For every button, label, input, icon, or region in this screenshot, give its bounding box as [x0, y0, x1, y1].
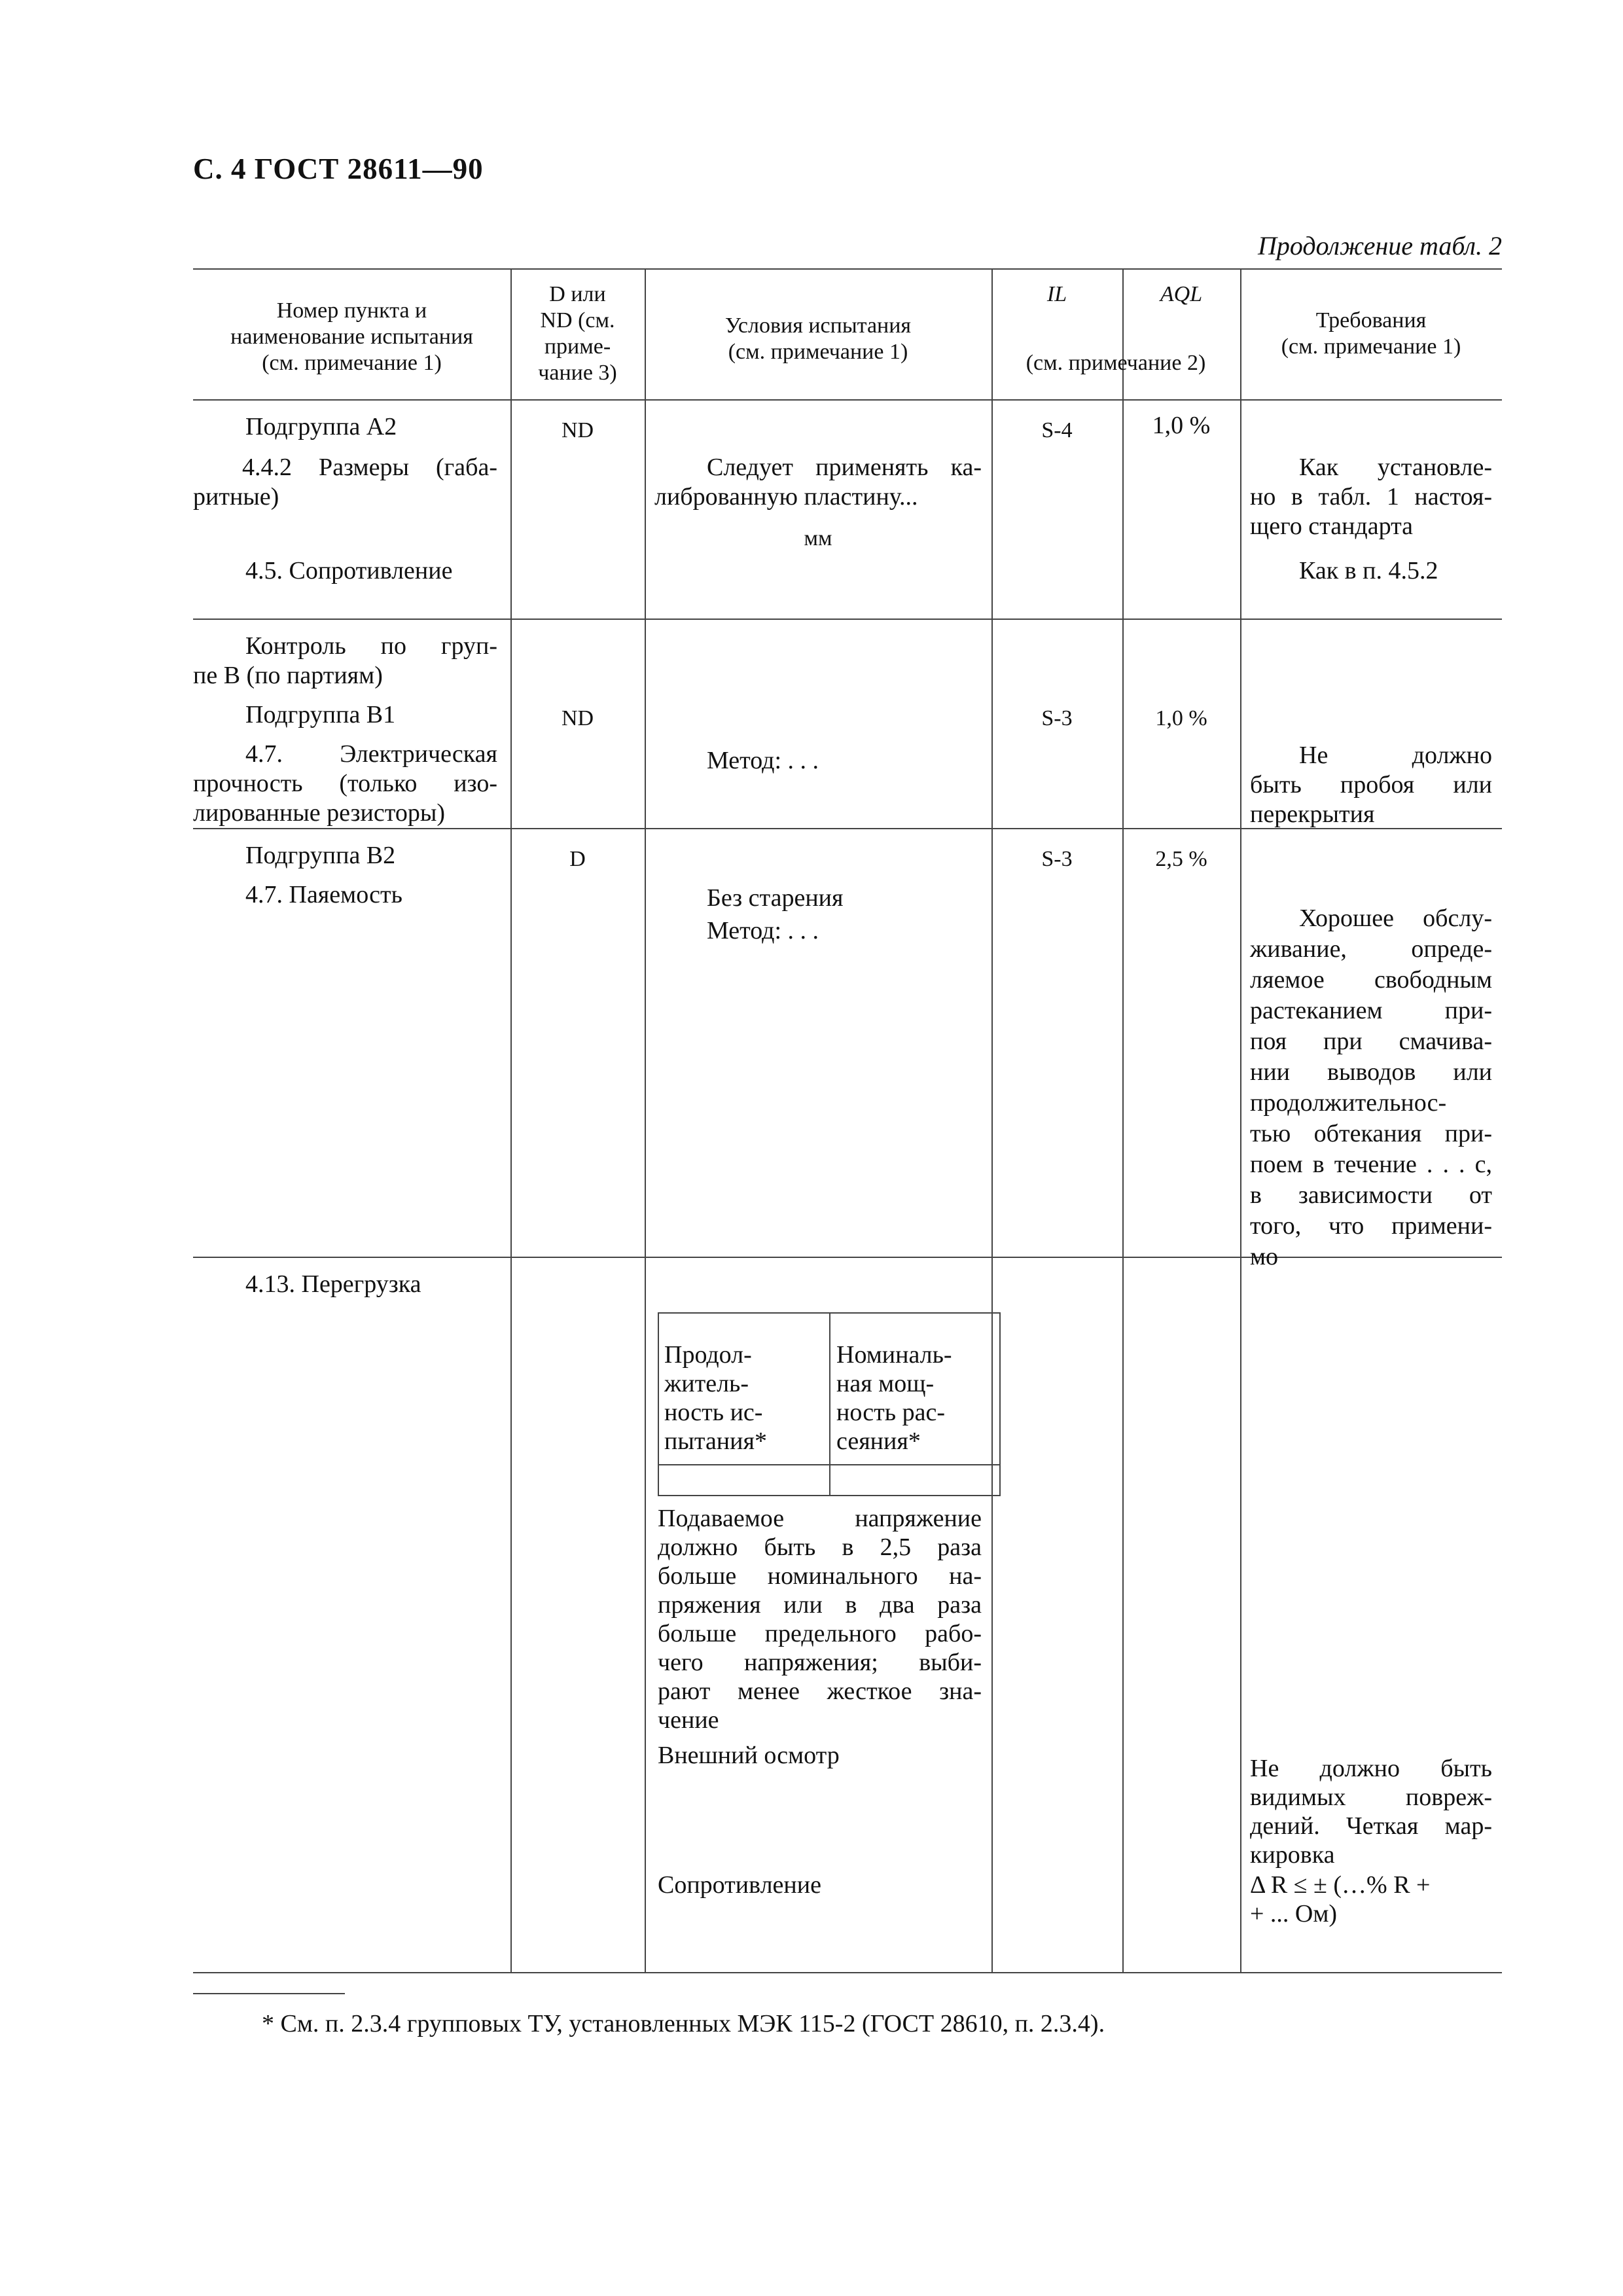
b2-il: S-3 [1041, 847, 1073, 871]
b2-condition-aging: Без старения [707, 884, 844, 912]
item-solderability: 4.7. Паяемость [245, 881, 402, 908]
subgroup-a2: Подгруппа А2 [245, 413, 397, 440]
table-top-rule [193, 268, 1502, 270]
a2-requirement-resistance: Как в п. 4.5.2 [1299, 557, 1438, 584]
b1-requirements: Не должно быть пробоя или перекрытия [1250, 742, 1492, 828]
col-divider [1240, 268, 1241, 1973]
header-conditions: Условия испытания (см. примечание 1) [724, 314, 912, 364]
overload-resistance: Сопротивление [658, 1871, 821, 1899]
col-divider [1122, 268, 1124, 1973]
item-dimensions: 4.4.2 Размеры (габа- ритные) [193, 454, 497, 511]
inner-table-duration: Продол- житель- ность ис- пытания* [664, 1341, 767, 1455]
b1-il: S-3 [1041, 706, 1073, 730]
header-item: Номер пункта и наименование испытания (см. примечание 1) [230, 298, 473, 375]
b2-condition-method: Метод: . . . [707, 917, 819, 944]
group-b-title: Контроль по груп- пе В (по партиям) [193, 632, 497, 689]
item-resistance: 4.5. Сопротивление [245, 557, 453, 584]
header-aql: AQL [1160, 282, 1203, 306]
overload-requirement-resistance: Δ R ≤ ± (…% R + + ... Ом) [1250, 1871, 1431, 1928]
header-d-nd: D или ND (см. приме- чание 3) [538, 282, 617, 385]
header-il: IL [1046, 282, 1067, 306]
table-bottom-rule [193, 1972, 1502, 1973]
overload-visual-inspection: Внешний осмотр [658, 1742, 840, 1769]
b1-conditions: Метод: . . . [707, 747, 819, 774]
b2-aql: 2,5 % [1155, 847, 1207, 871]
header-note2: (см. примечание 2) [1026, 351, 1206, 375]
row-divider [193, 619, 1502, 620]
footnote: * См. п. 2.3.4 групповых ТУ, установленных МЭК 115-2 (ГОСТ 28610, п. 2.3.4). [262, 2010, 1105, 2037]
a2-unit: мм [804, 526, 832, 550]
item-electric-strength: 4.7. Электрическая прочность (только изо- лированные резисторы) [193, 740, 497, 827]
a2-d-nd: ND [561, 418, 594, 442]
b1-d-nd: ND [561, 706, 594, 730]
inner-table-empty-cell [828, 1464, 1001, 1496]
b1-aql: 1,0 % [1155, 706, 1207, 730]
overload-requirement-visual: Не должно быть видимых повреж- дений. Четкая мар- кировка [1250, 1755, 1492, 1869]
a2-conditions: Следует применять ка- либрованную пластину... [654, 454, 982, 511]
b2-d-nd: D [569, 847, 586, 871]
subgroup-b1: Подгруппа В1 [245, 701, 396, 728]
page-header: С. 4 ГОСТ 28611—90 [193, 152, 484, 185]
a2-il: S-4 [1041, 418, 1073, 442]
col-divider [510, 268, 512, 1973]
inner-table-empty-cell [658, 1464, 830, 1496]
test-table [193, 268, 1502, 1973]
inner-table-power: Номиналь- ная мощ- ность рас- сеяния* [836, 1341, 952, 1455]
subgroup-b2: Подгруппа В2 [245, 842, 396, 869]
a2-requirements: Как установле- но в табл. 1 настоя- щего стандарта [1250, 454, 1492, 540]
header-requirements: Требования (см. примечание 1) [1281, 308, 1461, 359]
b2-requirements: Хорошее обслу- живание, опреде- ляемое свободным растеканием при- поя при смачива- нии выводов или продолжительнос- тью обтекания при- поем в течение . . . с, в зависимости от того, что примени- мо [1250, 905, 1492, 1270]
a2-aql: 1,0 % [1152, 412, 1211, 439]
header-bottom-rule [193, 399, 1502, 401]
footnote-rule [193, 1993, 345, 1994]
item-overload: 4.13. Перегрузка [245, 1270, 421, 1298]
overload-voltage-condition: Подаваемое напряжение должно быть в 2,5 раза больше номинального на- пряжения или в два раза больше предельного рабо- чего напряжения; выби- рают менее жесткое зна- чение [658, 1505, 982, 1734]
col-divider [991, 268, 993, 1973]
table-continuation-label: Продолжение табл. 2 [1257, 231, 1502, 260]
